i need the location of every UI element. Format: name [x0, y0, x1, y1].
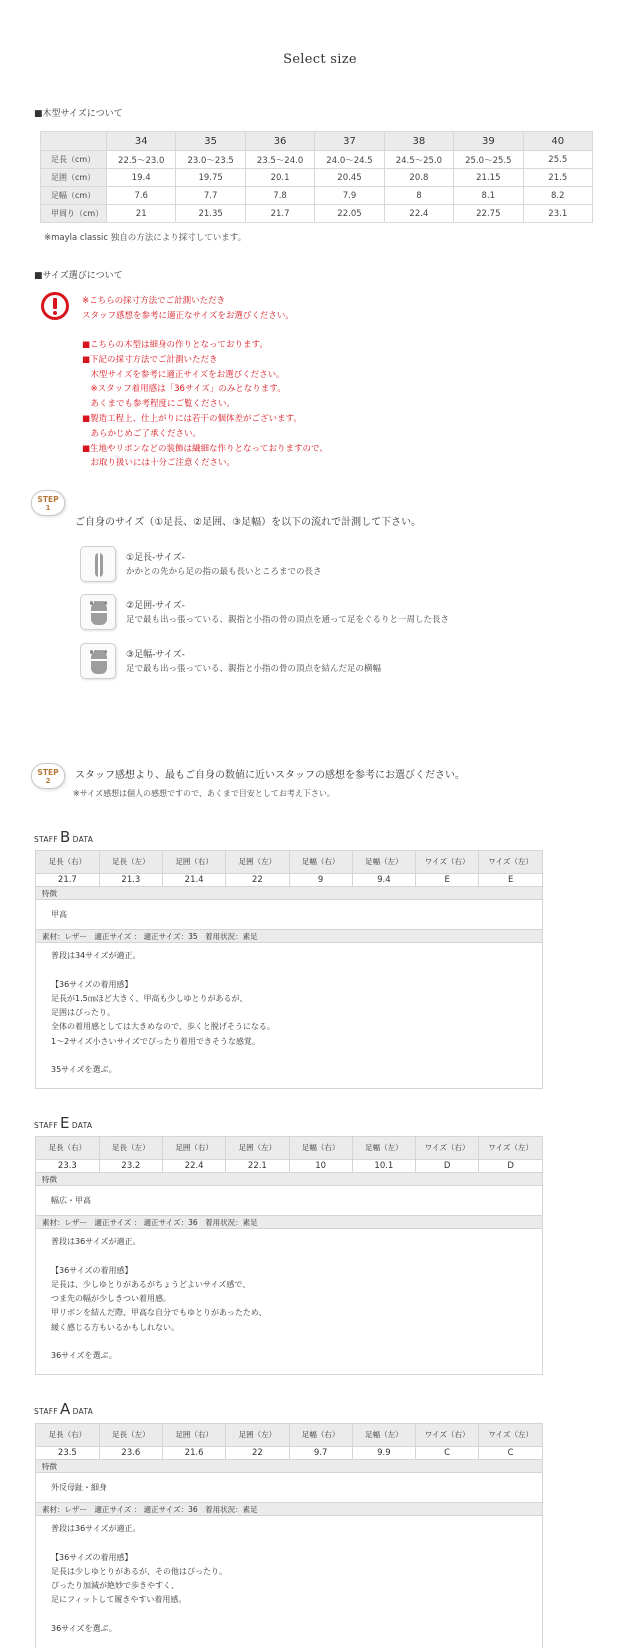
measure-title: ③足幅-サイズ-	[126, 650, 185, 660]
table-cell: 21.7	[245, 205, 314, 223]
table-cell: 10.1	[352, 1159, 415, 1172]
table-cell: E	[416, 873, 479, 886]
measure-note: ※mayla classic 独自の方法により採寸しています。	[44, 233, 247, 243]
table-cell: 21.4	[163, 873, 226, 886]
staff-col-header: 足長（右）	[36, 851, 99, 873]
staff-col-header: ワイズ（右）	[416, 1137, 479, 1159]
table-cell: 23.5	[36, 1446, 99, 1459]
step1-badge	[31, 490, 65, 516]
feature-label: 特徴	[36, 1459, 542, 1473]
table-cell: 22.5〜23.0	[107, 151, 176, 169]
feature-label: 特徴	[36, 886, 542, 900]
table-cell: 23.6	[99, 1446, 162, 1459]
size-col-header: 35	[176, 132, 245, 151]
table-row	[36, 873, 542, 886]
row-label: 足長（cm）	[41, 151, 107, 169]
foot-width-icon	[80, 643, 116, 679]
table-cell: 21.3	[99, 873, 162, 886]
table-cell: E	[507, 874, 514, 885]
table-cell: 19.75	[176, 169, 245, 187]
staff-col-header: 足長（右）	[36, 1424, 99, 1446]
staff-col-header: 足囲（左）	[226, 1424, 289, 1446]
last-size-heading: ■木型サイズについて	[34, 109, 123, 119]
warning-notes	[82, 338, 328, 471]
warning-line: あくまでも参考程度にご覧ください。	[82, 399, 236, 410]
staff-col-header: 足長（左）	[99, 851, 162, 873]
staff-data-block	[35, 850, 543, 1089]
table-cell: 21.5	[523, 169, 592, 187]
table-cell: 22	[226, 1446, 289, 1459]
table-row	[36, 1446, 542, 1459]
table-cell: 24.0〜24.5	[315, 151, 384, 169]
feature-value: 甲高	[51, 910, 67, 919]
warning-line: ※スタッフ着用感は「36サイズ」のみとなります。	[82, 384, 286, 395]
measure-title: ②足囲-サイズ-	[126, 601, 185, 611]
staff-col-header: 足囲（左）	[226, 1137, 289, 1159]
page-title: Select size	[283, 52, 357, 67]
table-row	[41, 205, 593, 223]
staff-table	[36, 1137, 542, 1172]
spec-bar: 素材：レザー 適正サイズ ： 適正サイズ：36 着用状況：素足	[36, 1215, 542, 1229]
staff-col-header: 足幅（右）	[289, 1424, 352, 1446]
table-cell: 21.7	[36, 873, 99, 886]
staff-col-header: ワイズ（右）	[416, 851, 479, 873]
table-row	[41, 187, 593, 205]
warning-line: ■下記の採寸方法でご計測いただき	[82, 354, 218, 365]
step2-badge	[31, 763, 65, 789]
table-row	[36, 1159, 542, 1172]
table-cell: D	[507, 1160, 514, 1171]
table-corner	[41, 132, 107, 151]
table-cell: 20.45	[315, 169, 384, 187]
table-cell: 25.5	[523, 151, 592, 169]
step1-text: ご自身のサイズ（①足長、②足囲、③足幅）を以下の流れで計測して下さい。	[75, 517, 422, 528]
staff-title	[34, 828, 93, 846]
table-cell: 9.7	[289, 1446, 352, 1459]
staff-col-header: 足囲（右）	[163, 1424, 226, 1446]
table-cell: 8.1	[454, 187, 523, 205]
table-cell: 23.0〜23.5	[176, 151, 245, 169]
table-cell: 22.05	[315, 205, 384, 223]
staff-col-header: 足幅（左）	[352, 851, 415, 873]
table-cell: 9.9	[352, 1446, 415, 1459]
table-cell: 24.5〜25.0	[384, 151, 453, 169]
staff-letter: A	[60, 1400, 71, 1418]
feature-value: 幅広・甲高	[51, 1196, 91, 1205]
warning-line: お取り扱いには十分ご注意ください。	[82, 458, 236, 469]
table-cell: C	[507, 1447, 514, 1458]
staff-table	[36, 851, 542, 886]
step-label: STEP	[37, 768, 59, 777]
staff-table	[36, 1424, 542, 1459]
table-cell: D	[416, 1159, 479, 1172]
warning-icon	[41, 292, 69, 320]
staff-letter: B	[60, 828, 71, 846]
table-cell: 22	[226, 873, 289, 886]
staff-comment: 普段は36サイズが適正。 【36サイズの着用感】 足長は、少しゆとりがあるがちょうどよいサイズ感で、 つま先の幅が少しきつい着用感。 甲リボンを結んだ際、甲高な自分でもゆとりがあったため、 緩く感じる方もいるかもしれない。 36サイズを選ぶ。	[51, 1237, 267, 1361]
table-cell: 7.6	[107, 187, 176, 205]
table-cell: 23.1	[523, 205, 592, 223]
table-cell: 19.4	[107, 169, 176, 187]
size-col-header: 36	[245, 132, 314, 151]
staff-suffix: DATA	[72, 1407, 94, 1416]
table-cell: 7.8	[245, 187, 314, 205]
table-row	[41, 151, 593, 169]
table-cell: C	[416, 1446, 479, 1459]
warning-line: あらかじめご了承ください。	[82, 428, 202, 439]
staff-col-header: ワイズ（左）	[479, 1424, 542, 1446]
table-cell: 21.35	[176, 205, 245, 223]
measure-title: ①足長-サイズ-	[126, 553, 185, 563]
staff-col-header: 足囲（右）	[163, 851, 226, 873]
staff-col-header: ワイズ（右）	[416, 1424, 479, 1446]
size-col-header: 38	[384, 132, 453, 151]
staff-col-header: 足囲（左）	[226, 851, 289, 873]
warning-line: ※こちらの採寸方法でご計測いただき	[82, 296, 226, 306]
measure-desc: 足で最も出っ張っている、親指と小指の骨の頂点を通って足をぐるりと一周した長さ	[126, 615, 450, 625]
staff-col-header: 足長（左）	[99, 1137, 162, 1159]
table-cell: 9	[289, 873, 352, 886]
table-cell: 7.7	[176, 187, 245, 205]
spec-bar: 素材：レザー 適正サイズ ： 適正サイズ：36 着用状況：素足	[36, 1502, 542, 1516]
step2-note: ※サイズ感想は個人の感想ですので、あくまで目安としてお考え下さい。	[73, 789, 335, 798]
spec-bar: 素材：レザー 適正サイズ ： 適正サイズ：35 着用状況：素足	[36, 929, 542, 943]
table-cell: 22.75	[454, 205, 523, 223]
table-cell: 22.4	[384, 205, 453, 223]
row-label: 甲周り（cm）	[41, 205, 107, 223]
step-number: 2	[45, 777, 51, 785]
staff-data-block	[35, 1423, 543, 1648]
table-row	[41, 169, 593, 187]
staff-col-header: 足長（左）	[99, 1424, 162, 1446]
table-cell: 10	[289, 1159, 352, 1172]
warning-line: ■生地やリボンなどの装飾は繊細な作りとなっておりますので、	[82, 443, 328, 454]
staff-col-header: ワイズ（左）	[479, 1137, 542, 1159]
foot-length-icon	[80, 546, 116, 582]
row-label: 足幅（cm）	[41, 187, 107, 205]
staff-comment: 普段は36サイズが適正。 【36サイズの着用感】 足長は少しゆとりがあるが、その他はぴったり。 ぴったり加減が絶妙で歩きやすく、 足にフィットして履きやすい着用感。 36サイズを選ぶ。	[51, 1524, 227, 1634]
table-cell: 23.5〜24.0	[245, 151, 314, 169]
staff-prefix: STAFF	[34, 1121, 59, 1130]
size-col-header: 37	[315, 132, 384, 151]
staff-title	[34, 1114, 92, 1132]
size-col-header: 40	[523, 132, 592, 151]
staff-col-header: 足長（右）	[36, 1137, 99, 1159]
size-choice-heading: ■サイズ選びについて	[34, 271, 123, 281]
warning-line: ■製造工程上、仕上がりには若干の個体差がございます。	[82, 413, 302, 424]
staff-col-header: 足囲（右）	[163, 1137, 226, 1159]
staff-title	[34, 1400, 93, 1418]
table-cell: 9.4	[352, 873, 415, 886]
table-cell: 21.15	[454, 169, 523, 187]
warning-intro	[82, 294, 294, 323]
size-col-header: 39	[454, 132, 523, 151]
table-cell: 20.8	[384, 169, 453, 187]
table-cell: 23.2	[99, 1159, 162, 1172]
size-col-header: 34	[107, 132, 176, 151]
staff-prefix: STAFF	[34, 835, 59, 844]
table-cell: 20.1	[245, 169, 314, 187]
table-cell: 21.6	[163, 1446, 226, 1459]
warning-line: 木型サイズを参考に適正サイズをお選びください。	[82, 369, 285, 380]
staff-comment: 普段は34サイズが適正。 【36サイズの着用感】 足長が1.5㎝ほど大きく、甲高も少しゆとりがあるが、 足囲はぴったり。 全体の着用感としては大きめなので、歩くと脱げそうになる。 1〜2サイズ小さいサイズでぴったり着用できそうな感覚。 35サイズを選ぶ。	[51, 951, 275, 1075]
staff-prefix: STAFF	[34, 1407, 59, 1416]
staff-col-header: 足幅（右）	[289, 1137, 352, 1159]
table-cell: 8	[384, 187, 453, 205]
warning-line: ■こちらの木型は細身の作りとなっております。	[82, 340, 268, 350]
staff-data-block	[35, 1136, 543, 1375]
feature-label: 特徴	[36, 1172, 542, 1186]
step-label: STEP	[37, 495, 59, 504]
table-cell: 8.2	[523, 187, 592, 205]
staff-col-header: 足幅（左）	[352, 1424, 415, 1446]
staff-col-header: 足幅（右）	[289, 851, 352, 873]
table-cell: 22.1	[226, 1159, 289, 1172]
step-number: 1	[45, 504, 51, 512]
measure-desc: 足で最も出っ張っている、親指と小指の骨の頂点を結んだ足の横幅	[126, 664, 382, 674]
staff-letter: E	[60, 1114, 70, 1132]
table-cell: 21	[107, 205, 176, 223]
table-cell: 22.4	[163, 1159, 226, 1172]
table-cell: 23.3	[36, 1159, 99, 1172]
table-cell: 25.0〜25.5	[454, 151, 523, 169]
warning-line: スタッフ感想を参考に適正なサイズをお選びください。	[82, 310, 294, 321]
staff-col-header: 足幅（左）	[352, 1137, 415, 1159]
staff-col-header: ワイズ（左）	[479, 851, 542, 873]
feature-value: 外反母趾・細身	[51, 1483, 107, 1492]
staff-suffix: DATA	[71, 1121, 93, 1130]
measure-desc: かかとの先から足の指の最も長いところまでの長さ	[126, 567, 322, 577]
last-size-table	[40, 131, 593, 223]
row-label: 足囲（cm）	[41, 169, 107, 187]
table-cell: 7.9	[315, 187, 384, 205]
step2-text: スタッフ感想より、最もご自身の数値に近いスタッフの感想を参考にお選びください。	[75, 770, 465, 781]
foot-girth-icon	[80, 594, 116, 630]
staff-suffix: DATA	[72, 835, 94, 844]
